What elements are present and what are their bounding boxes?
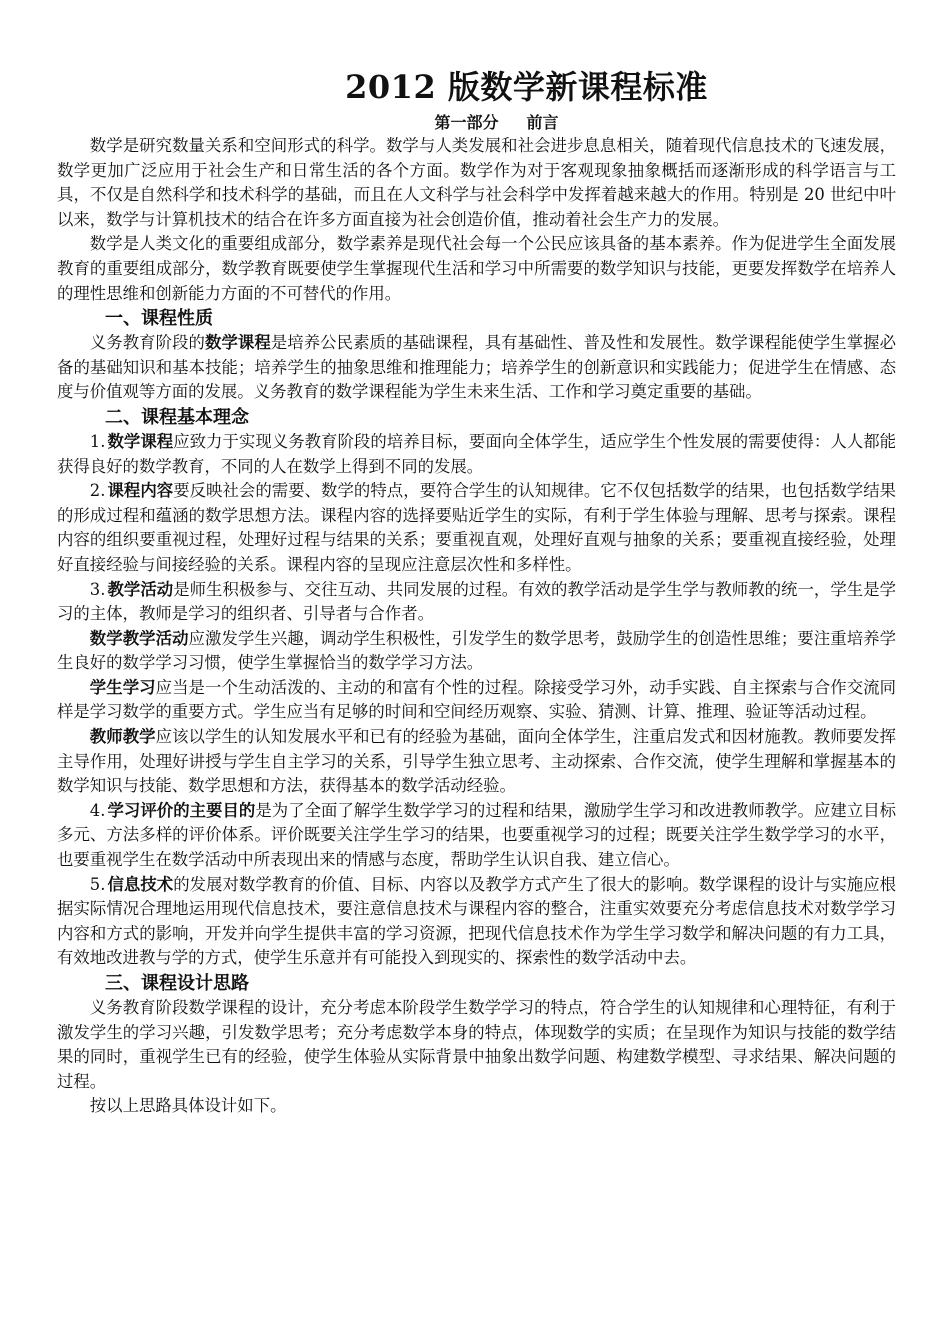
key-term: 数学课程: [107, 431, 174, 451]
key-term: 教学活动: [107, 579, 174, 599]
principle-item: [57, 627, 896, 676]
item-text: 应当是一个生动活泼的、主动的和富有个性的过程。除接受学习外，动手实践、自主探索与合作交流同样是学习数学的重要方式。学生应当有足够的时间和空间经历观察、实验、猜测、计算、推理、验证等活动过程。: [57, 677, 897, 722]
part-heading: [97, 112, 896, 134]
key-term: 教师教学: [89, 727, 156, 747]
item-number: 4.: [89, 800, 106, 820]
item-number: 1.: [89, 431, 106, 451]
item-text: 应激发学生兴趣，调动学生积极性，引发学生的数学思考，鼓励学生的创造性思维；要注重培养学生良好的数学学习习惯，使学生掌握恰当的数学学习方法。: [57, 628, 897, 673]
section-paragraph: 义务教育阶段数学课程的设计，充分考虑本阶段学生数学学习的特点，符合学生的认知规律和心理特征，有利于激发学生的学习兴趣，引发数学思考；充分考虑数学本身的特点，体现数学的实质；在呈现作为知识与技能的数学结果的同时，重视学生已有的经验，使学生体验从实际背景中抽象出数学问题、构建数学模型、寻求结果、解决问题的过程。: [57, 998, 896, 1091]
intro-paragraph: 数学是人类文化的重要组成部分，数学素养是现代社会每一个公民应该具备的基本素养。作为促进学生全面发展教育的重要组成部分，数学教育既要使学生掌握现代生活和学习中所需要的数学知识与技能，更要发挥数学在培养人的理性思维和创新能力方面的不可替代的作用。: [57, 234, 896, 303]
paragraph-lead: 义务教育阶段的: [89, 333, 205, 353]
section-heading: 二、课程基本理念: [105, 406, 249, 428]
item-text: 的发展对数学教育的价值、目标、内容以及教学方式产生了很大的影响。数学课程的设计与实施应根据实际情况合理地运用现代信息技术，要注意信息技术与课程内容的整合，注重实效要充分考虑信息技术对数学学习内容和方式的影响，开发并向学生提供丰富的学习资源，把现代信息技术作为学生学习数学和解决问题的有力工具，有效地改进教与学的方式，使学生乐意并有可能投入到现实的、探索性的数学活动中去。: [57, 874, 897, 968]
key-term: 数学教学活动: [89, 628, 189, 648]
item-text: 要反映社会的需要、数学的特点，要符合学生的认知规律。它不仅包括数学的结果，也包括数学结果的形成过程和蕴涵的数学思想方法。课程内容的选择要贴近学生的实际，有利于学生体验与理解、思考与探索。课程内容的组织要重视过程，处理好过程与结果的关系；要重视直观，处理好直观与抽象的关系；要重视直接经验，处理好直接经验与间接经验的关系。课程内容的呈现应注意层次性和多样性。: [57, 481, 897, 574]
key-term: 信息技术: [107, 874, 174, 894]
section-paragraph: 按以上思路具体设计如下。: [89, 1096, 287, 1116]
item-text: 应该以学生的认知发展水平和已有的经验为基础，面向全体学生，注重启发式和因材施教。教师要发挥主导作用，处理好讲授与学生自主学习的关系，引导学生独立思考、主动探索、合作交流，使学生理解和掌握基本的数学知识与技能、数学思想和方法，获得基本的数学活动经验。: [57, 727, 897, 796]
key-term: 学习评价的主要目的: [107, 800, 256, 820]
page-title: 2012 版数学新课程标准: [345, 68, 708, 106]
key-term: 学生学习: [89, 677, 156, 697]
intro-paragraph: 数学是研究数量关系和空间形式的科学。数学与人类发展和社会进步息息相关，随着现代信息技术的飞速发展，数学更加广泛应用于社会生产和日常生活的各个方面。数学作为对于客观现象抽象概括而逐渐形成的科学语言与工具，不仅是自然科学和技术科学的基础，而且在人文科学与社会科学中发挥着越来越大的作用。特别是 20 世纪中叶以来，数学与计算机技术的结合在许多方面直接为社会创造价值，推动着社会生产力的发展。: [57, 136, 896, 229]
item-number: 5.: [89, 874, 106, 894]
principle-item: [57, 676, 896, 725]
principle-item: [57, 430, 896, 479]
section-heading: 三、课程设计思路: [105, 973, 249, 994]
item-text: 是师生积极参与、交往互动、共同发展的过程。有效的教学活动是学生学与教师教的统一，学生是学习的主体，教师是学习的组织者、引导者与合作者。: [57, 579, 897, 624]
item-number: 3.: [89, 579, 106, 599]
item-text: 应致力于实现义务教育阶段的培养目标，要面向全体学生，适应学生个性发展的需要使得：人人都能获得良好的数学教育，不同的人在数学上得到不同的发展。: [57, 431, 897, 476]
principle-item: [57, 873, 896, 971]
key-term: 课程内容: [107, 481, 174, 501]
item-text: 是为了全面了解学生数学学习的过程和结果，激励学生学习和改进教师教学。应建立目标多元、方法多样的评价体系。评价既要关注学生学习的结果，也要重视学习的过程；既要关注学生数学学习的水平，也要重视学生在数学活动中所表现出来的情感与态度，帮助学生认识自我、建立信心。: [57, 800, 897, 870]
principle-item: [57, 799, 896, 873]
part-label: 第一部分: [434, 113, 499, 132]
principle-item: [57, 479, 896, 577]
principle-item: [57, 578, 896, 627]
section-heading: 一、课程性质: [105, 308, 213, 330]
key-term: 数学课程: [204, 333, 271, 353]
principle-item: [57, 725, 896, 799]
item-number: 2.: [89, 481, 106, 501]
section-paragraph: [57, 331, 896, 405]
paragraph-text: 是培养公民素质的基础课程，具有基础性、普及性和发展性。数学课程能使学生掌握必备的基础知识和基本技能；培养学生的抽象思维和推理能力；培养学生的创新意识和实践能力；促进学生在情感、态度与价值观等方面的发展。义务教育的数学课程能为学生未来生活、工作和学习奠定重要的基础。: [57, 333, 897, 402]
part-title: 前言: [526, 113, 559, 132]
